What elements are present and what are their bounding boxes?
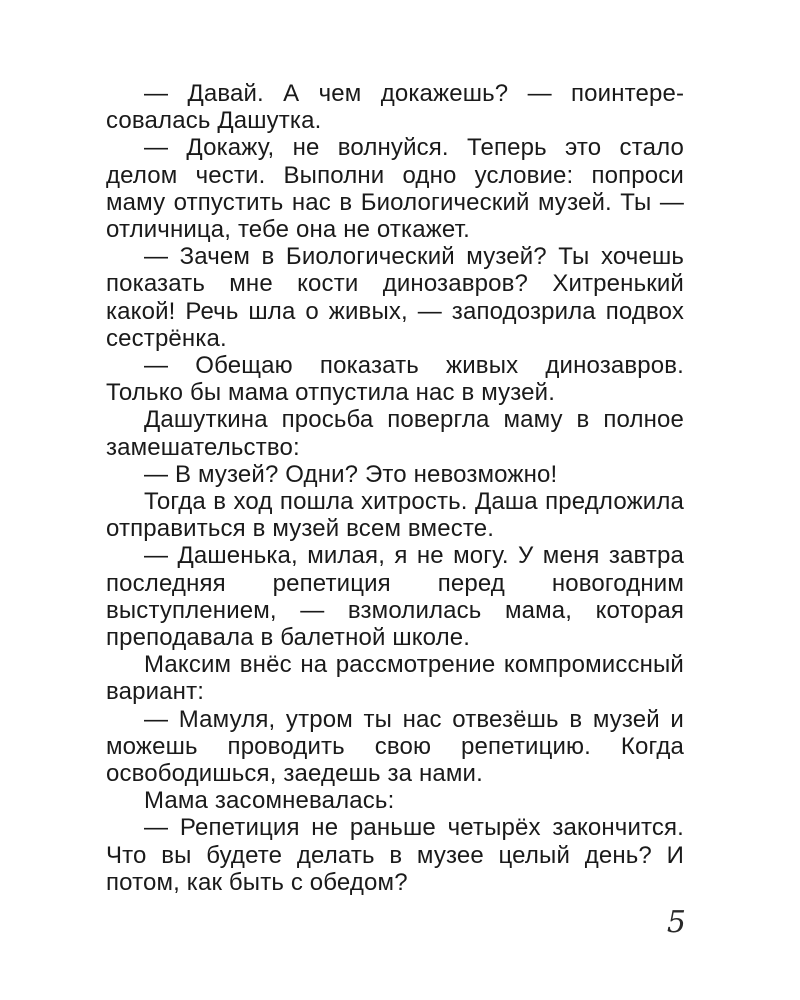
paragraph-12: — Репетиция не раньше четырёх закончится. Что вы будете делать в музее целый день? И потом, как быть с обедом?: [106, 814, 684, 896]
paragraph-9: Максим внёс на рассмотрение компромиссный вариант:: [106, 651, 684, 706]
paragraph-10: — Мамуля, утром ты нас отвезёшь в музей и можешь проводить свою репетицию. Когда освободишься, заедешь за нами.: [106, 705, 684, 788]
paragraph-6: — В музей? Одни? Это невозможно!: [144, 460, 558, 488]
paragraph-5: Дашуткина просьба повергла маму в полное замешательство:: [106, 406, 684, 461]
paragraph-11: Мама засомневалась:: [144, 787, 395, 815]
paragraph-1: — Давай. А чем докажешь? — поинтересовалась Дашутка.: [106, 80, 684, 135]
paragraph-7: Тогда в ход пошла хитрость. Даша предложила отправиться в музей всем вместе.: [106, 488, 684, 543]
paragraph-3: — Зачем в Биологический музей? Ты хочешь показать мне кости динозавров? Хитренький какой! Речь шла о живых, — заподозрила подвох сестрёнка.: [106, 243, 684, 352]
paragraph-8: — Дашенька, милая, я не могу. У меня завтра последняя репетиция перед новогодним выступлением, — взмолилась мама, которая преподавала в балетной школе.: [106, 542, 684, 652]
page-number: 5: [666, 905, 686, 940]
paragraph-4: — Обещаю показать живых динозавров. Только бы мама отпустила нас в музей.: [106, 352, 684, 407]
paragraph-2: — Докажу, не волнуйся. Теперь это стало делом чести. Выполни одно условие: попроси маму отпустить нас в Биологический музей. Ты — отличница, тебе она не откажет.: [106, 134, 684, 244]
page-body: [106, 80, 684, 896]
